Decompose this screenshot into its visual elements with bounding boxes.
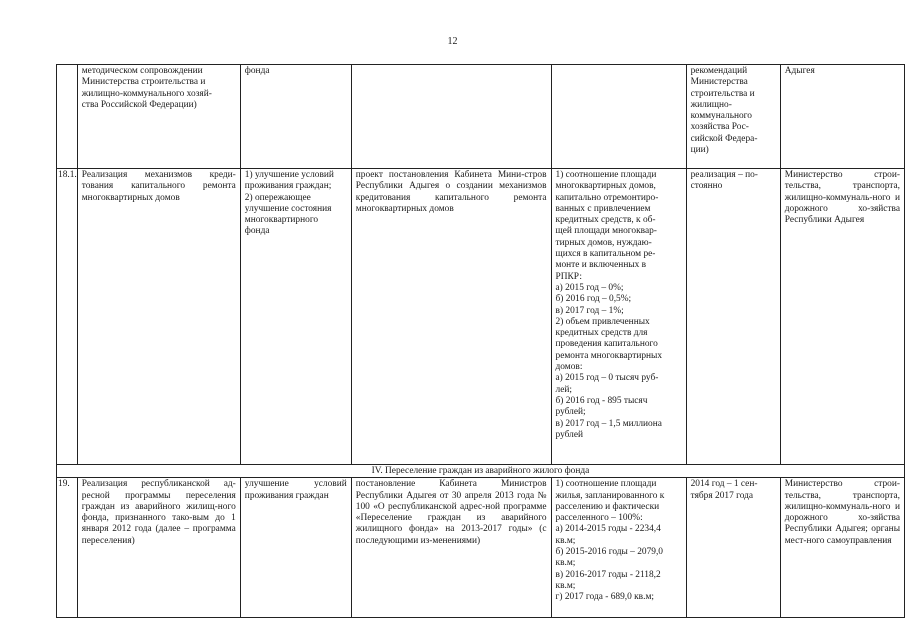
indicator-line: кв.м;: [555, 580, 576, 591]
indicator-cell: [551, 65, 686, 169]
goal-line: улучшение состояния: [244, 203, 332, 214]
executor-cell: Министерство строи-тельства, транспорта, жилищно-коммуналь-ного и дорожного хо-зяйства Республики Адыгея; органы мест-ного самоуправления: [780, 478, 904, 618]
goal-cell: улучшение условий проживания граждан: [240, 478, 351, 618]
goal-cell: [240, 169, 351, 465]
row-number-cell: 18.1.: [57, 169, 78, 465]
indicator-line: РПКР:: [555, 271, 582, 282]
deadline-line: рекомендаций: [690, 66, 748, 76]
indicator-line: в) 2017 год – 1%;: [555, 305, 624, 316]
measure-line: методическом сопровождении: [81, 66, 203, 76]
indicator-line: капитально отремонтиро-: [555, 192, 659, 203]
indicator-line: щей площади многоквар-: [555, 226, 657, 237]
indicator-line: в) 2017 год – 1,5 миллиона: [555, 418, 662, 429]
row-number-cell: 19.: [57, 478, 78, 618]
indicator-line: 1) соотношение площади: [555, 479, 657, 490]
indicator-cell: [551, 478, 686, 618]
indicator-line: проведения капитального: [555, 339, 658, 350]
indicator-line: жилья, запланированного к: [555, 490, 665, 501]
indicator-line: кв.м;: [555, 535, 576, 546]
indicator-line: домов:: [555, 362, 583, 373]
measure-line: Министерства строительства и: [81, 77, 206, 88]
measure-line: ства Российской Федерации): [81, 99, 197, 110]
deadline-line: Министерства строительства и: [690, 77, 755, 99]
indicator-line: кв.м;: [555, 558, 576, 569]
executor-cell: Министерство строи-тельства, транспорта, жилищно-коммуналь-ного и дорожного хо-зяйства Республики Адыгея: [780, 169, 904, 465]
indicator-line: 1) соотношение площади: [555, 170, 657, 180]
measure-cell: Реализация механизмов креди-тования капитального ремонта многоквартирных домов: [77, 169, 240, 465]
goal-line: 2) опережающее: [244, 192, 311, 203]
goal-line: проживания граждан;: [244, 181, 332, 192]
goal-line: многоквартирного: [244, 215, 319, 226]
indicator-line: а) 2014-2015 годы - 2234,4: [555, 524, 661, 535]
table-row: [57, 478, 905, 618]
deadline-cell: 2014 год – 1 сен-тября 2017 года: [686, 478, 780, 618]
indicator-line: б) 2015-2016 годы – 2079,0: [555, 547, 663, 558]
indicator-line: б) 2016 год – 0,5%;: [555, 294, 632, 305]
deadline-line: сийской Федера-: [690, 133, 758, 144]
deadline-line: ции): [690, 145, 709, 156]
measures-table: [56, 64, 905, 618]
page-number: 12: [447, 36, 458, 47]
table-row: [57, 65, 905, 169]
indicator-line: а) 2015 год – 0 тысяч руб-: [555, 373, 659, 384]
deadline-line: коммунального: [690, 111, 752, 122]
deadline-line: жилищно-: [690, 99, 732, 110]
measure-cell: Реализация республиканской ад-ресной программы переселения граждан из аварийного жилищ-ного фонда, признанного тако-вым до 1 января 2012 года (далее – программа переселения): [77, 478, 240, 618]
measure-cell: [77, 65, 240, 169]
executor-cell: Адыгея: [780, 65, 904, 169]
indicator-cell: [551, 169, 686, 465]
row-number-cell: [57, 65, 78, 169]
indicator-line: щихся в капитальном ре-: [555, 249, 656, 260]
indicator-line: а) 2015 год – 0%;: [555, 282, 624, 293]
indicator-line: монте и включенных в: [555, 260, 647, 271]
indicator-line: 2) объем привлеченных: [555, 316, 650, 327]
document-cell: [351, 65, 551, 169]
deadline-cell: реализация – по-стоянно: [686, 169, 780, 465]
goal-line: 1) улучшение условий: [244, 170, 334, 180]
indicator-line: в) 2016-2017 годы - 2118,2: [555, 569, 661, 580]
goal-line: фонда: [244, 226, 270, 237]
indicator-line: рублей;: [555, 407, 586, 418]
deadline-line: хозяйства Рос-: [690, 122, 749, 133]
indicator-line: кредитных средств для: [555, 328, 648, 339]
section-title: IV. Переселение граждан из аварийного жилого фонда: [57, 465, 905, 478]
document-cell: постановление Кабинета Министров Республики Адыгея от 30 апреля 2013 года № 100 «О республиканской адрес-ной программе «Переселение граждан из аварийного жилищного фонда» на 2013-2017 годы» (с последующими из-менениями): [351, 478, 551, 618]
deadline-cell: [686, 65, 780, 169]
indicator-line: б) 2016 год - 895 тысяч: [555, 395, 648, 406]
indicator-line: г) 2017 года - 689,0 кв.м;: [555, 592, 654, 603]
indicator-line: ремонта многоквартирных: [555, 350, 663, 361]
table-row: [57, 169, 905, 465]
indicator-line: расселенного – 100%:: [555, 513, 643, 524]
document-cell: проект постановления Кабинета Мини-стров Республики Адыгея о создании механизмов кредитования капитального ремонта многоквартирных домов: [351, 169, 551, 465]
indicator-line: тирных домов, нуждаю-: [555, 237, 652, 248]
indicator-line: многоквартирных домов,: [555, 181, 656, 192]
indicator-line: ванных с привлечением: [555, 203, 651, 214]
indicator-line: лей;: [555, 384, 572, 395]
indicator-line: кредитных средств, к об-: [555, 215, 656, 226]
section-header-row: [57, 465, 905, 478]
goal-cell: фонда: [240, 65, 351, 169]
indicator-line: рублей: [555, 429, 584, 440]
measure-line: жилищно-коммунального хозяй-: [81, 88, 212, 99]
indicator-line: расселению и фактически: [555, 501, 660, 512]
